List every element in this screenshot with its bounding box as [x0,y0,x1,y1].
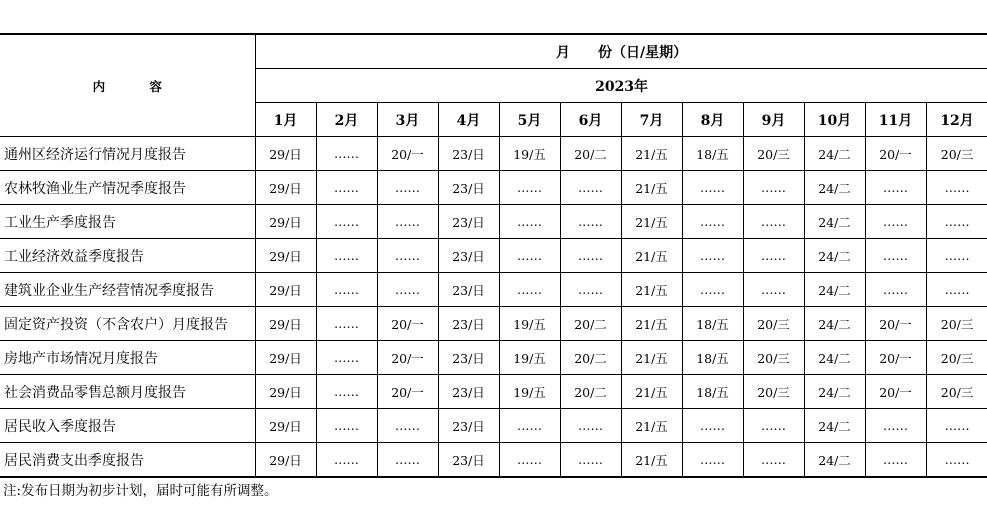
release-date-cell: …… [316,239,377,273]
table-row [0,171,987,205]
release-date-cell: 29/日 [255,171,316,205]
release-date-cell: 21/五 [621,205,682,239]
release-date-cell: 18/五 [682,137,743,171]
release-date-cell: 24/二 [804,307,865,341]
release-date-cell: 20/一 [377,375,438,409]
release-date-cell: 20/三 [743,375,804,409]
month-header: 8月 [682,103,743,137]
release-date-cell: …… [377,171,438,205]
release-date-cell: 23/日 [438,273,499,307]
release-date-cell: …… [865,171,926,205]
release-date-cell: 18/五 [682,375,743,409]
release-date-cell: 18/五 [682,307,743,341]
release-date-cell: 18/五 [682,341,743,375]
release-date-cell: …… [743,443,804,478]
report-name: 农林牧渔业生产情况季度报告 [0,171,255,205]
month-header: 2月 [316,103,377,137]
release-date-cell: …… [682,239,743,273]
release-date-cell: 24/二 [804,443,865,478]
release-date-cell: 19/五 [499,375,560,409]
release-date-cell: 24/二 [804,341,865,375]
release-date-cell: 23/日 [438,171,499,205]
release-date-cell: 20/一 [865,375,926,409]
month-header: 9月 [743,103,804,137]
release-date-cell: …… [499,443,560,478]
release-date-cell: 21/五 [621,443,682,478]
month-header: 1月 [255,103,316,137]
release-date-cell: 21/五 [621,171,682,205]
release-date-cell: 23/日 [438,409,499,443]
report-name: 居民收入季度报告 [0,409,255,443]
release-date-cell: 20/二 [560,137,621,171]
release-date-cell: …… [560,443,621,478]
release-date-cell: …… [926,239,987,273]
release-date-cell: 29/日 [255,307,316,341]
report-name: 建筑业企业生产经营情况季度报告 [0,273,255,307]
table-row [0,307,987,341]
header-row-months-title [0,34,987,69]
release-date-cell: 23/日 [438,341,499,375]
release-date-cell: …… [560,239,621,273]
release-date-cell: …… [926,171,987,205]
release-date-cell: 19/五 [499,307,560,341]
table-row [0,443,987,478]
release-date-cell: …… [316,375,377,409]
release-date-cell: 21/五 [621,239,682,273]
release-date-cell: …… [682,409,743,443]
release-date-cell: 20/二 [560,341,621,375]
release-date-cell: …… [316,137,377,171]
release-date-cell: …… [926,273,987,307]
release-date-cell: …… [865,443,926,478]
release-date-cell: …… [316,443,377,478]
release-date-cell: 23/日 [438,205,499,239]
table-row [0,273,987,307]
month-header: 10月 [804,103,865,137]
release-date-cell: 20/一 [377,341,438,375]
release-date-cell: …… [316,273,377,307]
release-date-cell: …… [743,171,804,205]
release-date-cell: …… [743,273,804,307]
release-date-cell: …… [377,443,438,478]
release-date-cell: …… [316,409,377,443]
release-date-cell: 29/日 [255,375,316,409]
release-date-cell: 20/三 [926,341,987,375]
release-date-cell: 21/五 [621,273,682,307]
table-row [0,341,987,375]
release-date-cell: 24/二 [804,239,865,273]
release-date-cell: …… [560,409,621,443]
release-date-cell: …… [316,341,377,375]
release-date-cell: …… [926,205,987,239]
release-date-cell: 23/日 [438,443,499,478]
release-date-cell: 24/二 [804,409,865,443]
release-date-cell: 24/二 [804,137,865,171]
release-date-cell: …… [499,171,560,205]
release-date-cell: 23/日 [438,137,499,171]
table-row [0,239,987,273]
release-date-cell: …… [560,171,621,205]
table-row [0,375,987,409]
release-date-cell: …… [377,205,438,239]
release-date-cell: 20/一 [865,137,926,171]
release-date-cell: 29/日 [255,273,316,307]
release-date-cell: 23/日 [438,307,499,341]
report-name: 通州区经济运行情况月度报告 [0,137,255,171]
release-date-cell: 19/五 [499,137,560,171]
release-date-cell: …… [316,307,377,341]
release-date-cell: 24/二 [804,171,865,205]
release-date-cell: 24/二 [804,375,865,409]
release-date-cell: 23/日 [438,375,499,409]
release-date-cell: …… [377,239,438,273]
release-date-cell: 20/一 [865,341,926,375]
release-date-cell: 29/日 [255,443,316,478]
release-date-cell: 20/一 [377,307,438,341]
release-date-cell: …… [499,273,560,307]
release-date-cell: …… [560,273,621,307]
release-date-cell: …… [865,239,926,273]
report-name: 社会消费品零售总额月度报告 [0,375,255,409]
month-header: 5月 [499,103,560,137]
release-schedule-table [0,33,987,478]
release-date-cell: 20/一 [377,137,438,171]
release-date-cell: …… [377,273,438,307]
release-date-cell: 20/三 [926,375,987,409]
release-date-cell: 29/日 [255,137,316,171]
release-date-cell: 20/三 [926,137,987,171]
table-row [0,409,987,443]
release-date-cell: …… [865,273,926,307]
report-name: 居民消费支出季度报告 [0,443,255,478]
release-date-cell: 29/日 [255,409,316,443]
release-date-cell: …… [743,239,804,273]
release-date-cell: …… [377,409,438,443]
report-name: 工业经济效益季度报告 [0,239,255,273]
release-date-cell: …… [926,443,987,478]
release-date-cell: …… [499,409,560,443]
report-name: 固定资产投资（不含农户）月度报告 [0,307,255,341]
release-date-cell: 21/五 [621,307,682,341]
month-header: 11月 [865,103,926,137]
month-header: 4月 [438,103,499,137]
table-row [0,205,987,239]
release-date-cell: 21/五 [621,375,682,409]
release-date-cell: …… [316,171,377,205]
release-date-cell: …… [499,205,560,239]
release-date-cell: 20/二 [560,375,621,409]
report-name: 工业生产季度报告 [0,205,255,239]
release-date-cell: …… [865,205,926,239]
release-date-cell: …… [682,443,743,478]
content-column-header: 内 容 [0,34,255,137]
release-date-cell: 29/日 [255,341,316,375]
release-date-cell: 24/二 [804,273,865,307]
months-title: 月 份（日/星期） [255,34,987,69]
month-header: 6月 [560,103,621,137]
release-date-cell: 21/五 [621,409,682,443]
release-date-cell: …… [560,205,621,239]
release-date-cell: 20/二 [560,307,621,341]
release-date-cell: …… [682,171,743,205]
release-date-cell: …… [743,205,804,239]
release-date-cell: …… [499,239,560,273]
report-name: 房地产市场情况月度报告 [0,341,255,375]
release-date-cell: 19/五 [499,341,560,375]
release-date-cell: …… [682,205,743,239]
month-header: 7月 [621,103,682,137]
month-header: 3月 [377,103,438,137]
footnote: 注:发布日期为初步计划，届时可能有所调整。 [3,483,278,499]
release-date-cell: …… [316,205,377,239]
release-date-cell: 20/三 [743,307,804,341]
release-date-cell: 20/三 [743,341,804,375]
release-date-cell: …… [743,409,804,443]
month-header: 12月 [926,103,987,137]
year-header: 2023年 [255,69,987,103]
release-date-cell: 29/日 [255,205,316,239]
release-date-cell: 21/五 [621,137,682,171]
release-date-cell: 20/三 [743,137,804,171]
release-date-cell: 20/一 [865,307,926,341]
release-date-cell: …… [682,273,743,307]
release-date-cell: 29/日 [255,239,316,273]
release-date-cell: …… [926,409,987,443]
release-date-cell: 20/三 [926,307,987,341]
release-date-cell: …… [865,409,926,443]
release-date-cell: 21/五 [621,341,682,375]
release-date-cell: 23/日 [438,239,499,273]
table-row [0,137,987,171]
release-date-cell: 24/二 [804,205,865,239]
